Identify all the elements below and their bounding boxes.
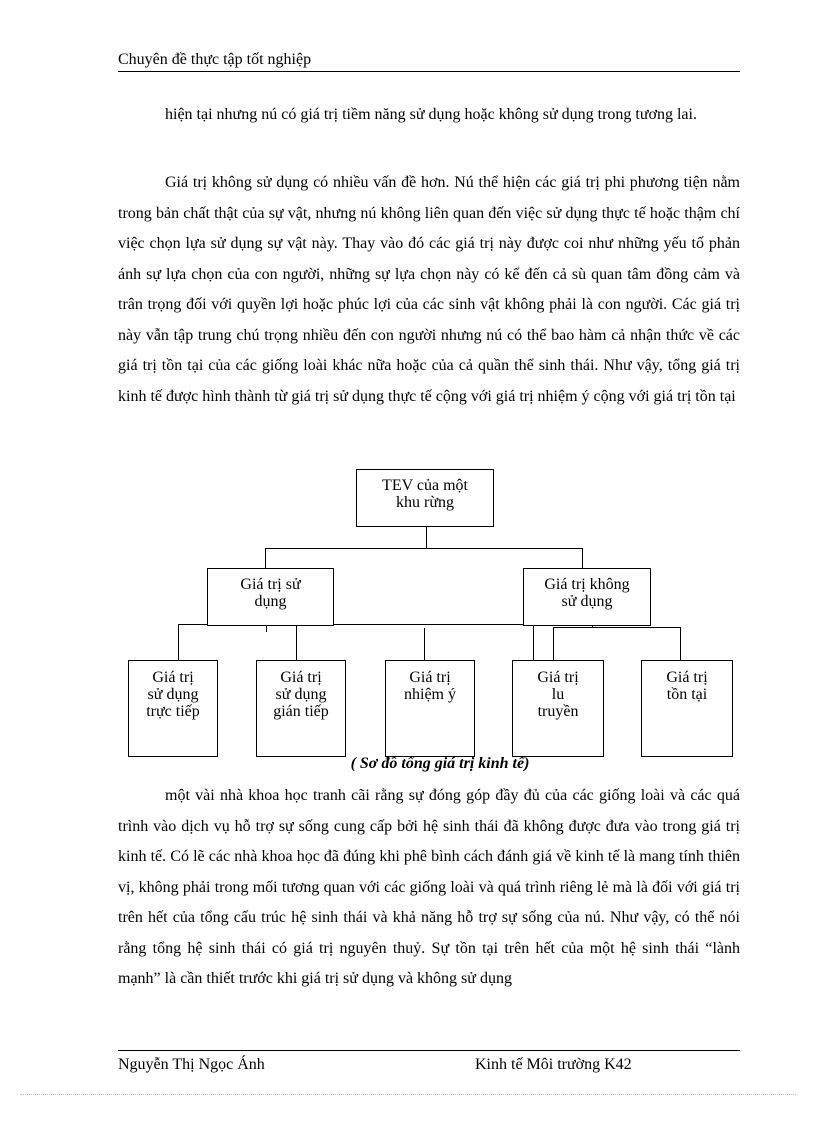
direct-use-box: Giá trị sử dụng trực tiếp xyxy=(128,660,218,757)
footer-divider xyxy=(118,1050,740,1051)
tev-root-box: TEV của một khu rừng xyxy=(356,469,494,527)
paragraph-1: hiện tại nhưng nú có giá trị tiềm năng sử dụng hoặc không sử dụng trong tương lai. xyxy=(165,106,697,123)
bequest-value-box: Giá trị lu truyền xyxy=(512,660,604,757)
footer-author: Nguyễn Thị Ngọc Ánh xyxy=(118,1056,265,1073)
nonuse-value-box: Giá trị không sử dụng xyxy=(523,568,651,626)
paragraph-2: Giá trị không sử dụng có nhiều vấn đề hơn. Nú thể hiện các giá trị phi phương tiện nằm trong bản chất thật của sự vật, nhưng nú không liên quan đến việc sử dụng thực tế hoặc thậm chí việc chọn lựa sử dụng sự vật này. Thay vào đó các giá trị này được coi như những yếu tố phản ánh sự lựa chọn của con người, những sự lựa chọn này có kể đến cả sù quan tâm đồng cảm và trân trọng đối với quyền lợi hoặc phúc lợi của các sinh vật không phải là con người. Các giá trị này vẫn tập trung chú trọng nhiều đến con người nhưng nú có thể bao hàm cả nhận thức về các giá trị tồn tại của các giống loài khác nữa hoặc của cả quần thể sinh thái. Như vậy, tổng giá trị kinh tế được hình thành từ giá trị sử dụng thực tế cộng với giá trị nhiệm ý cộng với giá trị tồn tại xyxy=(118,174,740,405)
existence-value-box: Giá trị tồn tại xyxy=(641,660,733,757)
option-value-box: Giá trị nhiệm ý xyxy=(385,660,475,757)
page-boundary xyxy=(20,1094,796,1095)
paragraph-3: một vài nhà khoa học tranh cãi rằng sự đóng góp đầy đủ của các giống loài và các quá trình vào dịch vụ hỗ trợ sự sống cung cấp bởi hệ sinh thái đã không được đưa vào trong giá trị kinh tế. Có lẽ các nhà khoa học đã đúng khi phê bình cách đánh giá về kinh tế là mang tính thiên vị, không phải trong mối tương quan với các giống loài và quá trình riêng lẻ mà là đối với giá trị trên hết của tổng cấu trúc hệ sinh thái và khả năng hỗ trợ sự sống của nú. Như vậy, có thể nói rằng tổng hệ sinh thái có giá trị nguyên thuỷ. Sự tồn tại trên hết của một hệ sinh thái “lành mạnh” là cần thiết trước khi giá trị sử dụng và không sử dụng xyxy=(118,787,740,987)
page-header: Chuyên đề thực tập tốt nghiệp xyxy=(118,50,740,72)
footer-class: Kinh tế Môi trường K42 xyxy=(475,1056,632,1073)
indirect-use-box: Giá trị sử dụng gián tiếp xyxy=(256,660,346,757)
diagram-caption: ( Sơ đồ tổng giá trị kinh tế) xyxy=(350,755,530,772)
use-value-box: Giá trị sử dụng xyxy=(207,568,334,626)
